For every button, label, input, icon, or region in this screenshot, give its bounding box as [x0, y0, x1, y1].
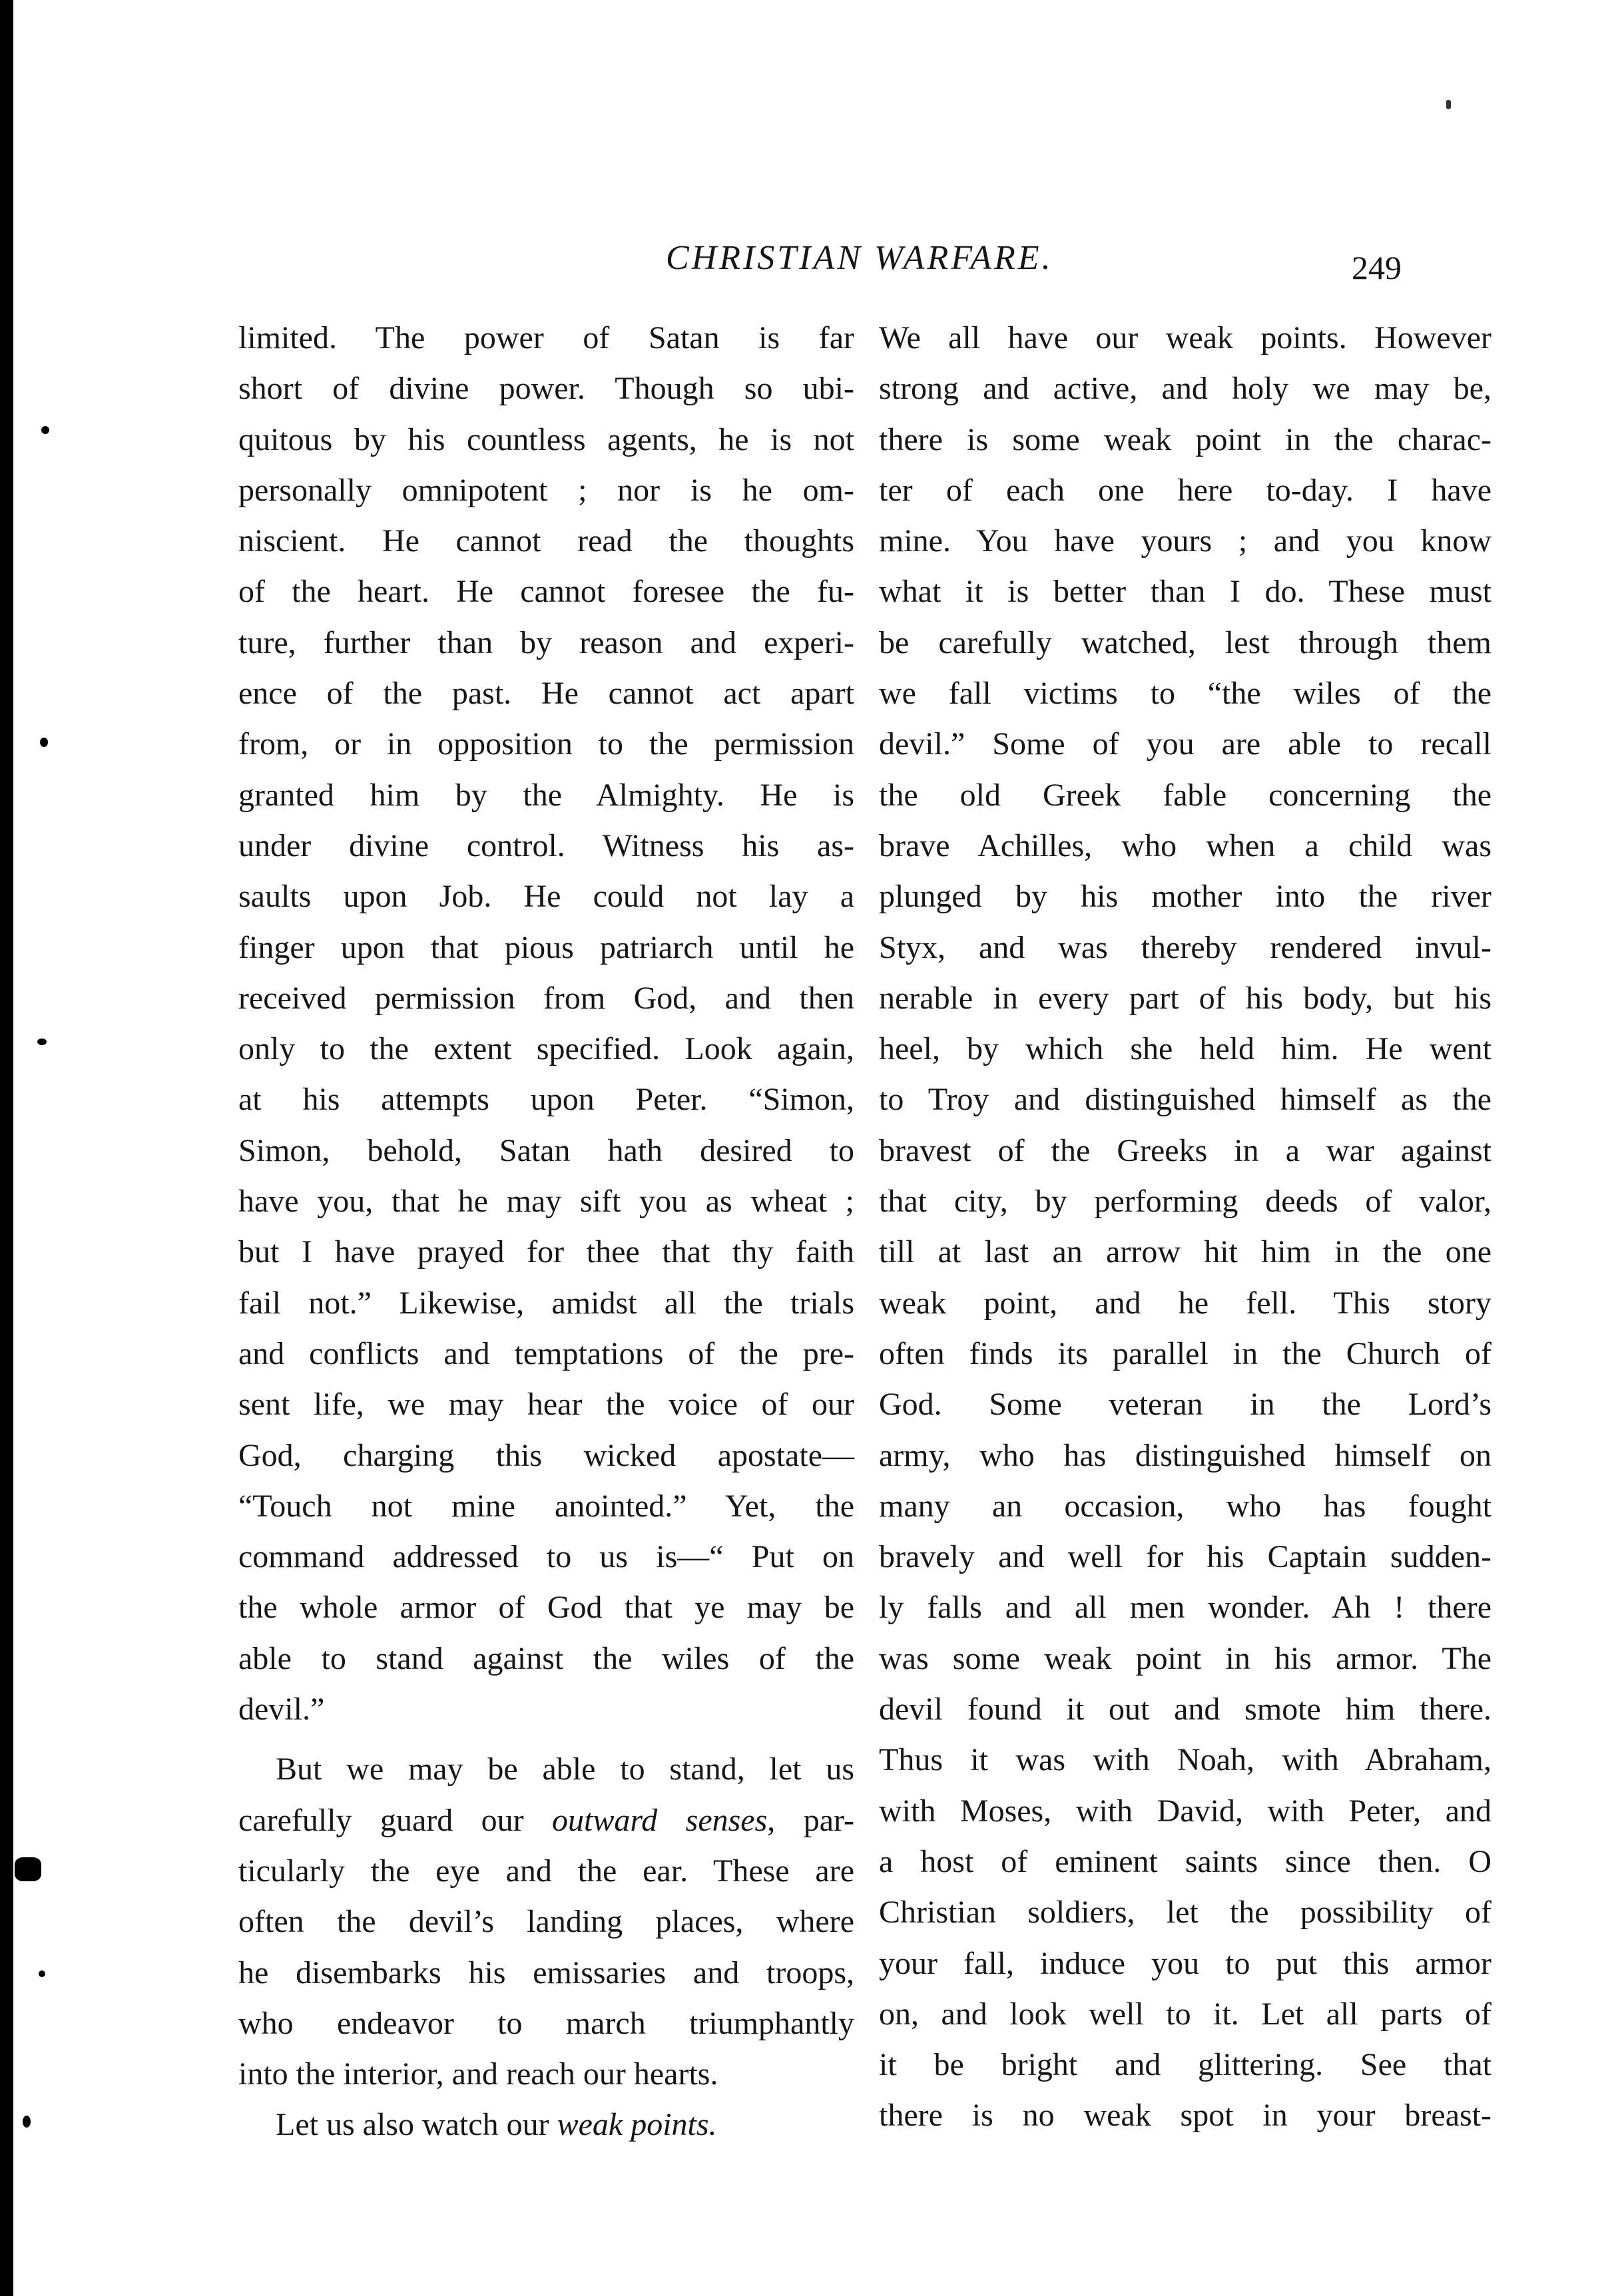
- text-line: there is some weak point in the charac-: [879, 421, 1491, 457]
- text-line: there is no weak spot in your breast-: [879, 2098, 1491, 2134]
- text-line: the whole armor of God that ye may be: [238, 1590, 854, 1626]
- scan-speck: [15, 1857, 41, 1881]
- text-line: the old Greek fable concerning the: [879, 777, 1491, 813]
- text-line: limited. The power of Satan is far: [238, 320, 854, 355]
- binding-edge: [0, 0, 13, 2296]
- text-line: a host of eminent saints since then. O: [879, 1843, 1491, 1879]
- text-line: Thus it was with Noah, with Abraham,: [879, 1742, 1491, 1778]
- text-line: mine. You have yours ; and you know: [879, 523, 1491, 559]
- text-line: saults upon Job. He could not lay a: [238, 879, 854, 915]
- scan-speck: [1446, 100, 1451, 109]
- text-line: We all have our weak points. However: [879, 320, 1491, 355]
- text-line: only to the extent specified. Look again,: [238, 1031, 854, 1067]
- scan-speck: [40, 738, 48, 747]
- text-line: Christian soldiers, let the possibility of: [879, 1895, 1491, 1931]
- right-column: [879, 313, 1491, 2142]
- page-number: 249: [1352, 249, 1402, 286]
- text-line: [238, 1795, 854, 1846]
- text-line: ticularly the eye and the ear. These are: [238, 1853, 854, 1889]
- text-line: at his attempts upon Peter. “Simon,: [238, 1082, 854, 1118]
- text-line: was some weak point in his armor. The: [879, 1640, 1491, 1676]
- text-line: but I have prayed for thee that thy faith: [238, 1234, 854, 1270]
- text-line: God. Some veteran in the Lord’s: [879, 1387, 1491, 1423]
- text-run: , par-: [767, 1802, 854, 1838]
- scan-speck: [39, 1970, 45, 1977]
- text-line: Simon, behold, Satan hath desired to: [238, 1132, 854, 1168]
- text-line: ly falls and all men wonder. Ah ! there: [879, 1590, 1491, 1626]
- scan-speck: [23, 2116, 31, 2128]
- text-line: niscient. He cannot read the thoughts: [238, 523, 854, 559]
- running-head: CHRISTIAN WARFARE.: [666, 239, 1053, 277]
- text-line: till at last an arrow hit him in the one: [879, 1234, 1491, 1270]
- text-line: often the devil’s landing places, where: [238, 1904, 854, 1940]
- paragraph-gap: [238, 1735, 854, 1744]
- text-line: devil.”: [238, 1692, 325, 1727]
- text-line: bravely and well for his Captain sudden-: [879, 1539, 1491, 1575]
- text-line: ture, further than by reason and experi-: [238, 624, 854, 660]
- text-line: who endeavor to march triumphantly: [238, 2005, 854, 2041]
- emphasis-text: outward senses: [552, 1802, 768, 1838]
- text-line: with Moses, with David, with Peter, and: [879, 1793, 1491, 1829]
- text-line: into the interior, and reach our hearts.: [238, 2056, 718, 2092]
- text-run: carefully guard our: [238, 1802, 552, 1838]
- text-line: what it is better than I do. These must: [879, 574, 1491, 610]
- text-line: sent life, we may hear the voice of our: [238, 1387, 854, 1423]
- text-line: plunged by his mother into the river: [879, 879, 1491, 915]
- scan-speck: [41, 426, 49, 434]
- text-line: nerable in every part of his body, but his: [879, 980, 1491, 1016]
- text-run: Let us also watch our: [276, 2107, 557, 2143]
- text-line: on, and look well to it. Let all parts of: [879, 1996, 1491, 2032]
- text-line: it be bright and glittering. See that: [879, 2047, 1491, 2083]
- text-line: of the heart. He cannot foresee the fu-: [238, 574, 854, 610]
- text-line: finger upon that pious patriarch until he: [238, 929, 854, 965]
- text-line: quitous by his countless agents, he is not: [238, 421, 854, 457]
- text-line: we fall victims to “the wiles of the: [879, 676, 1491, 712]
- text-line: many an occasion, who has fought: [879, 1488, 1491, 1524]
- text-line: army, who has distinguished himself on: [879, 1437, 1491, 1473]
- text-line: command addressed to us is—“ Put on: [238, 1539, 854, 1575]
- text-line: to Troy and distinguished himself as the: [879, 1082, 1491, 1118]
- text-line: personally omnipotent ; nor is he om-: [238, 472, 854, 508]
- text-line: weak point, and he fell. This story: [879, 1285, 1491, 1321]
- text-line: under divine control. Witness his as-: [238, 827, 854, 863]
- text-line: God, charging this wicked apostate—: [238, 1437, 854, 1473]
- text-line: received permission from God, and then: [238, 980, 854, 1016]
- text-line: your fall, induce you to put this armor: [879, 1945, 1491, 1981]
- text-line: and conflicts and temptations of the pre-: [238, 1335, 854, 1371]
- text-line: granted him by the Almighty. He is: [238, 777, 854, 813]
- text-line: brave Achilles, who when a child was: [879, 827, 1491, 863]
- left-column: [238, 313, 854, 2151]
- text-line: heel, by which she held him. He went: [879, 1031, 1491, 1067]
- text-line: devil found it out and smote him there.: [879, 1692, 1491, 1727]
- scan-speck: [37, 1038, 47, 1045]
- text-line: have you, that he may sift you as wheat ;: [238, 1184, 854, 1220]
- text-line: [238, 2100, 854, 2150]
- text-line: bravest of the Greeks in a war against: [879, 1132, 1491, 1168]
- text-line: Styx, and was thereby rendered invul-: [879, 929, 1491, 965]
- text-line: be carefully watched, lest through them: [879, 624, 1491, 660]
- text-line: devil.” Some of you are able to recall: [879, 726, 1491, 762]
- text-line: ence of the past. He cannot act apart: [238, 676, 854, 712]
- text-line: often finds its parallel in the Church of: [879, 1335, 1491, 1371]
- text-line: strong and active, and holy we may be,: [879, 371, 1491, 407]
- text-line: from, or in opposition to the permission: [238, 726, 854, 762]
- text-line: short of divine power. Though so ubi-: [238, 371, 854, 407]
- text-line: fail not.” Likewise, amidst all the trials: [238, 1285, 854, 1321]
- text-line: he disembarks his emissaries and troops,: [238, 1954, 854, 1990]
- emphasis-text: weak points.: [557, 2107, 717, 2143]
- text-line: “Touch not mine anointed.” Yet, the: [238, 1488, 854, 1524]
- text-line: able to stand against the wiles of the: [238, 1640, 854, 1676]
- text-line: that city, by performing deeds of valor,: [879, 1184, 1491, 1220]
- text-line: But we may be able to stand, let us: [276, 1751, 854, 1787]
- text-line: ter of each one here to-day. I have: [879, 472, 1491, 508]
